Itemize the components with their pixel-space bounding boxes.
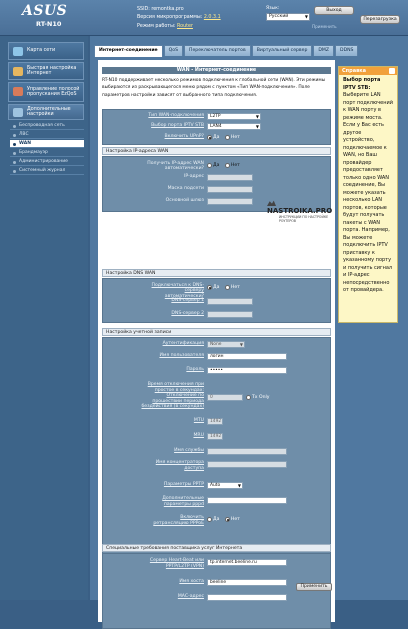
help-panel (338, 66, 398, 323)
chevron-down-icon: ▼ (255, 124, 259, 129)
pppd-options-input[interactable] (207, 497, 287, 504)
heartbeat-label: Сервер Heart-Beat или PPTP/L2TP (VPN) (149, 558, 204, 569)
hostname-input[interactable]: beeline (207, 579, 287, 586)
ip-auto-no-label: Нет (230, 163, 240, 168)
tab-ddns[interactable]: DDNS (335, 45, 358, 56)
mountain-logo-icon (267, 200, 276, 206)
ip-auto-yes-label: Да (213, 163, 220, 168)
conn-type-label: Тип WAN-подключения (148, 113, 204, 118)
sidebar-item-wan[interactable] (10, 140, 84, 148)
dns-auto-yes-label: Да (213, 285, 220, 290)
dns-section (102, 278, 331, 323)
network-map-icon (13, 47, 23, 56)
dns-section-header: Настройка DNS WAN (102, 269, 331, 277)
service-name-input[interactable] (207, 448, 287, 455)
dns-auto-label: Подключаться к DNS-серверу автоматически? (151, 283, 204, 299)
dns-auto-no-label: Нет (230, 285, 240, 290)
tab-internet-connection[interactable]: Интернет-соединение (94, 45, 163, 57)
basic-section (102, 109, 331, 145)
firmware-label: Версия микропрограммы: (137, 15, 203, 21)
dns-auto-radios (207, 284, 244, 291)
iptv-value: LAN4 (210, 124, 222, 129)
pptp-options-select[interactable] (207, 482, 243, 489)
asus-logo[interactable]: ASUS (22, 3, 68, 19)
nav-advanced-label: Дополнительные настройки (27, 106, 71, 117)
quick-setup-icon (13, 67, 23, 76)
sidebar-item-label: ЛВС (19, 132, 29, 137)
ezqos-icon (13, 87, 23, 96)
dns1-input[interactable] (207, 298, 253, 305)
dns2-label: DNS-сервер 2 (171, 311, 204, 316)
gateway-label: Основной шлюз (165, 198, 204, 203)
bullet-icon (13, 125, 16, 128)
chevron-down-icon: ▼ (237, 483, 241, 488)
apply-button[interactable]: Применить (296, 583, 332, 591)
hostname-label: Имя хоста (179, 579, 204, 584)
subnet-mask-label: Маска подсети (167, 186, 204, 191)
model-name: RT-N10 (36, 20, 62, 28)
pptp-options-value: Auto (210, 483, 221, 488)
ip-auto-label: Получить IP-адрес WAN автоматически? (147, 161, 204, 172)
main-panel (90, 36, 408, 600)
close-icon[interactable] (389, 68, 395, 74)
bullet-icon (13, 170, 16, 173)
upnp-no-radio[interactable] (225, 135, 230, 140)
tx-only-checkbox[interactable] (246, 395, 251, 400)
sidebar-item-label: Брандмауэр (19, 150, 48, 155)
pptp-options-label: Параметры PPTP (163, 482, 204, 487)
iptv-select[interactable] (207, 123, 261, 130)
language-value: Русский (269, 14, 289, 19)
mac-address-label: MAC-адрес (177, 594, 204, 599)
form-title: WAN - Интернет-соединение (102, 67, 331, 74)
watermark-sub: ИНСТРУКЦИИ ПО НАСТРОЙКЕ РОУТЕРОВ (279, 215, 329, 223)
chevron-down-icon: ▼ (304, 14, 308, 19)
ip-auto-no-radio[interactable] (225, 163, 230, 168)
pppoe-relay-radios (207, 516, 244, 523)
watermark (267, 199, 335, 223)
subnet-mask-input[interactable] (207, 186, 253, 193)
tab-port-switch[interactable]: Переключатель портов (184, 45, 251, 56)
username-input[interactable]: логин (207, 353, 287, 360)
mru-label: MRU (193, 433, 204, 438)
dns-auto-yes-radio[interactable] (207, 285, 212, 290)
help-header (339, 67, 397, 75)
sidebar-item-firewall[interactable] (10, 149, 84, 157)
bullet-icon (13, 143, 16, 146)
sidebar-item-label: WAN (19, 141, 32, 146)
iptv-label: Выбор порта IPTV STB (151, 123, 204, 128)
ip-auto-radios (207, 162, 244, 169)
isp-section (102, 553, 331, 629)
pppoe-relay-label: Включить ретрансляцию PPPoE (153, 515, 204, 526)
password-label: Пароль (186, 367, 204, 372)
sidebar-item-label: Системный журнал (19, 168, 66, 173)
tx-only-option (246, 394, 274, 401)
gateway-input[interactable] (207, 198, 253, 205)
header-apply-link[interactable]: Применить (312, 24, 337, 29)
sidebar-item-syslog[interactable] (10, 167, 84, 175)
pppoe-relay-yes-label: Да (213, 517, 220, 522)
conn-type-select[interactable] (207, 113, 261, 120)
language-label: Язык: (266, 6, 280, 11)
ip-section-header: Настройка IP-адреса WAN (102, 147, 331, 155)
username-label: Имя пользователя (159, 353, 204, 358)
tx-only-label: Tx Only (252, 395, 270, 400)
dns1-label: DNS-сервер 1 (171, 298, 204, 303)
top-header (0, 0, 408, 36)
ac-name-label: Имя концентратора доступа (155, 460, 204, 471)
firmware-link[interactable]: 2.0.3.1 (203, 15, 221, 21)
isp-section-header: Специальные требования поставщика услуг Интернета (102, 544, 331, 552)
pppoe-relay-no-radio[interactable] (225, 517, 230, 522)
chevron-down-icon: ▼ (239, 342, 243, 347)
ip-address-input[interactable] (207, 174, 253, 181)
tab-qos[interactable]: QoS (164, 45, 183, 56)
upnp-yes-label: Да (213, 135, 220, 140)
dns-auto-no-radio[interactable] (225, 285, 230, 290)
heartbeat-input[interactable]: tp.internet.beeline.ru (207, 559, 287, 566)
bullet-icon (13, 134, 16, 137)
nav-advanced[interactable] (8, 104, 84, 120)
bullet-icon (13, 152, 16, 155)
service-name-label: Имя службы (174, 448, 204, 453)
left-nav (0, 36, 88, 600)
wan-form (98, 60, 335, 622)
logout-button[interactable]: Выход (314, 6, 354, 15)
pppd-options-label: Дополнительные параметры pppd (162, 496, 204, 507)
help-body: Выберите LAN порт подключений к WAN порту в режиме моста. Если у Вас есть другое устройство, подключаемое к WAN, но Ваш провайдер предоставляет только одно WAN соединение, Вы можете указать несколько LAN портов, которые будут получать пакеты с WAN порта. Например, Вы можете подключить IPTV приставку к указанному порту и получить сигнал и IP-адрес непосредственно от провайдера. (343, 92, 394, 293)
tab-bar (94, 45, 359, 57)
account-section (102, 337, 331, 556)
idle-timeout-label: Время отключения при простое в секундах: Отключение по прошествии периода бездействия (в секундах) (141, 382, 204, 410)
password-input[interactable]: ••••• (207, 367, 287, 374)
tab-dmz[interactable]: DMZ (313, 45, 334, 56)
conn-type-value: L2TP (210, 114, 221, 119)
sidebar-item-wireless[interactable] (10, 122, 84, 130)
ssid-label: SSID: (137, 7, 150, 12)
nav-ezqos-label: Управление полосой пропускания EzQoS (27, 86, 80, 97)
sidebar-item-label: Беспроводная сеть (19, 123, 65, 128)
nav-quick-setup-label: Быстрая настройка Интернет (27, 65, 77, 76)
ip-address-label: IP-адрес (184, 174, 204, 179)
idle-timeout-input[interactable]: 0 (207, 394, 243, 401)
sidebar-item-admin[interactable] (10, 158, 84, 166)
nav-network-map[interactable] (8, 42, 84, 60)
ssid-value: remontka.pro (151, 7, 184, 12)
nav-ezqos[interactable] (8, 82, 84, 102)
mtu-label: MTU (193, 418, 204, 423)
sidebar-item-label: Администрирование (19, 159, 68, 164)
reboot-button[interactable]: Перезагрузка (360, 15, 400, 24)
watermark-main: NASTROIKA.PRO (267, 207, 333, 215)
ac-name-input[interactable] (207, 461, 287, 468)
mode-link[interactable]: Router (177, 23, 193, 29)
account-section-header: Настройка учетной записи (102, 328, 331, 336)
dns2-input[interactable] (207, 311, 253, 318)
auth-label: Аутентификация (162, 341, 204, 346)
chevron-down-icon: ▼ (255, 114, 259, 119)
upnp-radios (207, 134, 244, 141)
nav-network-map-label: Карта сети (27, 48, 56, 54)
help-header-label: Справка (342, 68, 367, 74)
auth-value: None (210, 342, 222, 347)
pppoe-relay-no-label: Нет (230, 517, 240, 522)
mtu-input[interactable]: 1492 (207, 418, 223, 425)
mru-input[interactable]: 1492 (207, 433, 223, 440)
pppoe-relay-yes-radio[interactable] (207, 517, 212, 522)
bullet-icon (13, 161, 16, 164)
tab-virtual-server[interactable]: Виртуальный сервер (252, 45, 313, 56)
upnp-no-label: Нет (230, 135, 240, 140)
nav-quick-setup[interactable] (8, 62, 84, 80)
auth-select[interactable] (207, 341, 245, 348)
mode-label: Режим работы: (137, 23, 176, 29)
header-info (137, 6, 221, 31)
language-select[interactable] (266, 13, 310, 21)
sidebar-item-lan[interactable] (10, 131, 84, 139)
form-intro: RT-N10 поддерживает несколько режимов подключения к глобальной сети (WAN). Эти режимы выбираются из раскрывающегося меню рядом с пунктом «Тип WAN-подключения». Поле параметров настройки зависят от выбранного типа подключения. (102, 78, 326, 98)
advanced-settings-icon (13, 108, 23, 117)
upnp-label: Включить UPnP? (164, 134, 204, 139)
ip-auto-yes-radio[interactable] (207, 163, 212, 168)
upnp-yes-radio[interactable] (207, 135, 212, 140)
help-title: Выбор порта IPTV STB: (343, 77, 381, 91)
